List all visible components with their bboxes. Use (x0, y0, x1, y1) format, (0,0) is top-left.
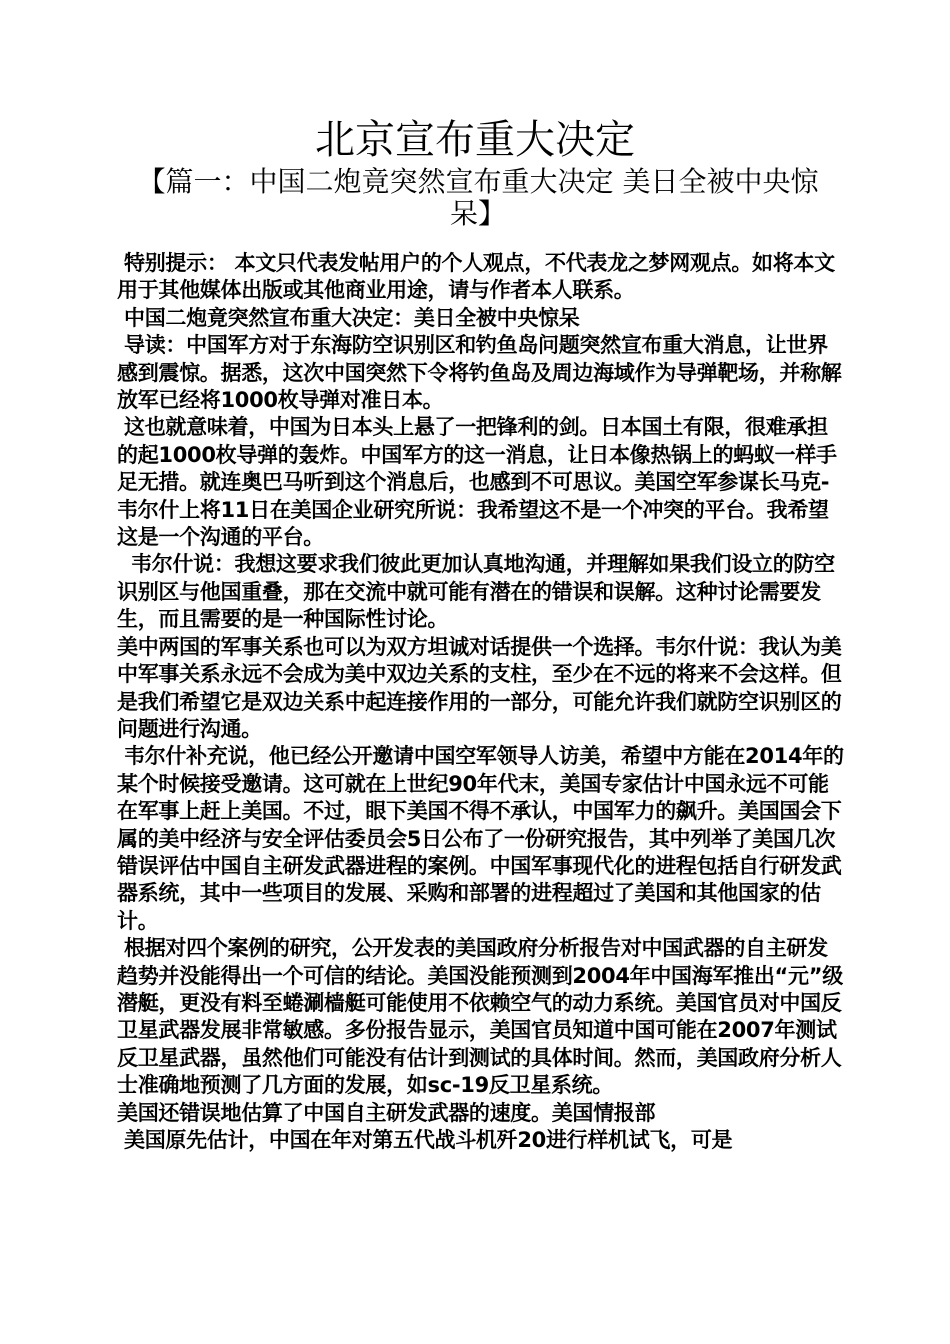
paragraph: 美国原先估计，中国在年对第五代战斗机歼20进行样机试飞，可是 (117, 1128, 733, 1152)
paragraph: 根据对四个案例的研究，公开发表的美国政府分析报告对中国武器的自主研发趋势并没能得出一个可信的结论。美国没能预测到2004年中国海军推出“元”级潜艇，更没有料至蜷涮樯艇可能使用不依赖空气的动力系统。美国官员对中国反卫星武器发展非常敏感。多份报告显示，美国官员知道中国可能在2007年测试反卫星武器，虽然他们可能没有估计到测试的具体时间。然而，美国政府分析人士准确地预测了几方面的发展，如sc-19反卫星系统。 (117, 936, 843, 1098)
paragraph: 韦尔什说：我想这要求我们彼此更加认真地沟通，并理解如果我们设立的防空识别区与他国重叠，那在交流中就可能有潜在的错误和误解。这种讨论需要发生，而且需要的是一种国际性讨论。 (117, 552, 835, 632)
paragraph-lead: 导读：中国军方对于东海防空识别区和钓鱼岛问题突然宣布重大消息，让世界感到震惊。据悉，这次中国突然下令将钓鱼岛及周边海域作为导弹靶场，并称解放军已经将1000枚导弹对准日本。 (117, 333, 842, 413)
paragraph: 美国还错误地估算了中国自主研发武器的速度。美国情报部 (117, 1100, 656, 1125)
paragraph: 美中两国的军事关系也可以为双方坦诚对话提供一个选择。韦尔什说：我认为美中军事关系永远不会成为美中双边关系的支柱，至少在不远的将来不会这样。但是我们希望它是双边关系中起连接作用的一部分，可能允许我们就防空识别区的问题进行沟通。 (117, 634, 842, 741)
paragraph-notice: 特别提示： 本文只代表发帖用户的个人观点，不代表龙之梦网观点。如将本文用于其他媒体出版或其他商业用途，请与作者本人联系。 (117, 251, 835, 303)
paragraph-headline: 中国二炮竟突然宣布重大决定：美日全被中央惊呆 (117, 305, 580, 330)
document-title: 北京宣布重大决定 (315, 117, 635, 163)
paragraph: 这也就意味着，中国为日本头上悬了一把锋利的剑。日本国土有限，很难承担的起1000枚导弹的轰炸。中国军方的这一消息，让日本像热锅上的蚂蚁一样手足无措。就连奥巴马听到这个消息后，也感到不可思议。美国空军参谋长马克-韦尔什上将11日在美国企业研究所说：我希望这不是一个冲突的平台。我希望这是一个沟通的平台。 (117, 415, 837, 550)
paragraph: 韦尔什补充说，他已经公开邀请中国空军领导人访美，希望中方能在2014年的某个时候接受邀请。这可就在上世纪90年代末，美国专家估计中国永远不可能在军事上赶上美国。不过，眼下美国不得不承认，中国军力的飙升。美国国会下属的美中经济与安全评估委员会5日公布了一份研究报告，其中列举了美国几次错误评估中国自主研发武器进程的案例。中国军事现代化的进程包括自行研发武器系统，其中一些项目的发展、采购和部署的进程超过了美国和其他国家的估计。 (117, 744, 844, 933)
article-body (117, 250, 847, 1154)
document-subtitle: 【篇一：中国二炮竟突然宣布重大决定 美日全被中央惊呆】 (137, 165, 819, 230)
